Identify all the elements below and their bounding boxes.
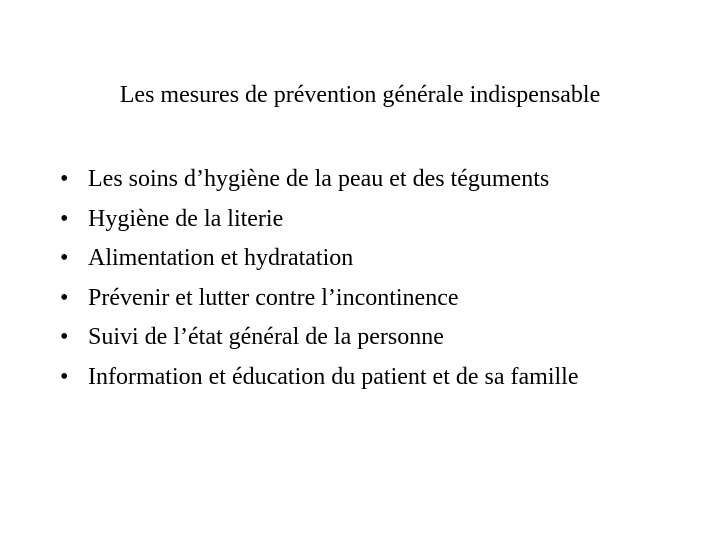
bullet-text: Information et éducation du patient et de sa famille <box>88 363 579 390</box>
slide-title: Les mesures de prévention générale indispensable <box>119 82 601 108</box>
bullet-text: Hygiène de la literie <box>88 205 284 232</box>
bullet-icon: • <box>60 166 69 192</box>
bullet-text: Alimentation et hydratation <box>88 245 354 272</box>
bullet-text: Suivi de l’état général de la personne <box>88 324 444 351</box>
bullet-icon: • <box>60 284 69 311</box>
bullet-icon: • <box>60 363 69 390</box>
bullet-icon: • <box>60 245 69 272</box>
bullet-icon: • <box>60 205 69 232</box>
bullet-text: Prévenir et lutter contre l’incontinence <box>88 284 459 311</box>
bullet-icon: • <box>60 324 69 351</box>
bullet-text: Les soins d’hygiène de la peau et des téguments <box>88 166 550 192</box>
